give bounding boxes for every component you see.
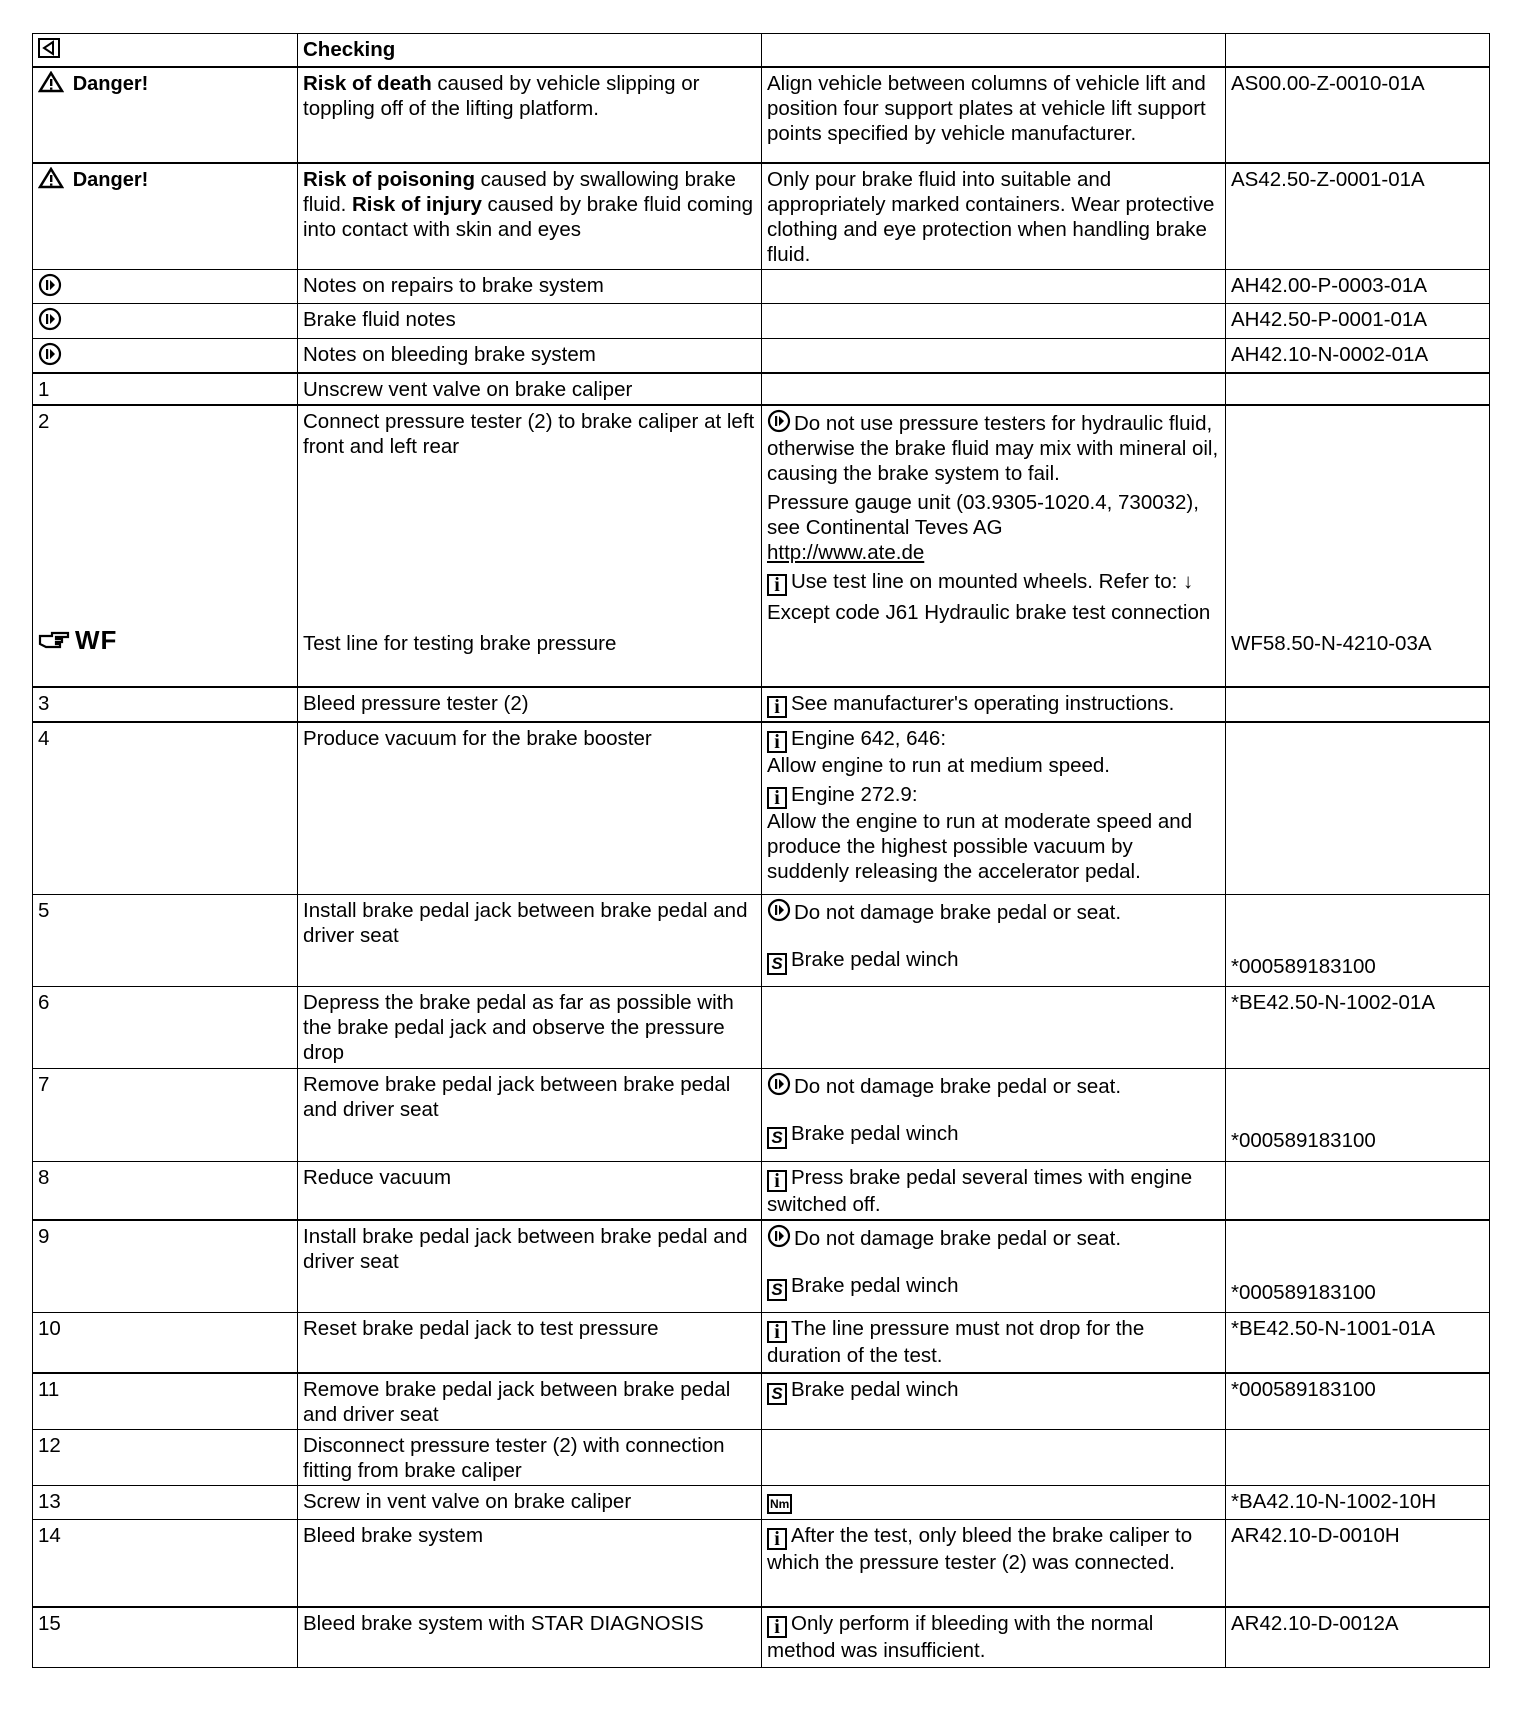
danger-label: Danger! — [72, 168, 149, 191]
step-row: 15 Bleed brake system with STAR DIAGNOSIS i Only perform if bleeding with the normal method was insufficient. AR42.10-D-0012A — [33, 1607, 1490, 1667]
back-arrow-icon[interactable] — [38, 38, 60, 58]
header-row — [33, 34, 1490, 67]
special-tool-icon: S — [767, 1127, 787, 1149]
note-row: Notes on repairs to brake system AH42.00-P-0003-01A — [33, 269, 1490, 303]
special-tool-icon: S — [767, 1383, 787, 1405]
wf-note: Except code J61 Hydraulic brake test connection — [767, 601, 1211, 624]
danger-row: Danger! Risk of death caused by vehicle slipping or toppling off of the lifting platform. Align vehicle between columns of vehicle lift and position four support plates at vehicle lift support points specified by vehicle manufacturer. AS00.00-Z-0010-01A — [33, 67, 1490, 163]
info-icon: i — [767, 1528, 787, 1550]
step-row: 7 Remove brake pedal jack between brake pedal and driver seat Do not damage brake pedal or seat. S Brake pedal winch *000589183100 — [33, 1068, 1490, 1161]
step-row: 12 Disconnect pressure tester (2) with connection fitting from brake caliper — [33, 1429, 1490, 1485]
step-row: 10 Reset brake pedal jack to test pressure i The line pressure must not drop for the duration of the test. *BE42.50-N-1001-01A — [33, 1313, 1490, 1373]
wf-ref[interactable]: WF58.50-N-4210-03A — [1231, 632, 1432, 655]
torque-nm-icon[interactable]: Nm — [767, 1494, 792, 1514]
warning-triangle-icon — [38, 71, 64, 93]
tool-name[interactable]: Brake pedal winch — [791, 1273, 959, 1297]
note-circle-icon — [767, 409, 791, 433]
info-icon: i — [767, 787, 787, 809]
wf-label: WF — [75, 625, 118, 655]
tool-name[interactable]: Brake pedal winch — [791, 1121, 959, 1145]
special-tool-icon: S — [767, 1279, 787, 1301]
note-circle-icon — [767, 1224, 791, 1248]
info-icon: i — [767, 1321, 787, 1343]
step-row: 9 Install brake pedal jack between brake pedal and driver seat Do not damage brake pedal or seat. S Brake pedal winch *000589183100 — [33, 1220, 1490, 1313]
note-circle-icon — [38, 307, 62, 331]
special-tool-icon: S — [767, 953, 787, 975]
note-circle-icon — [38, 342, 62, 366]
danger-measure: Only pour brake fluid into suitable and appropriately marked containers. Wear protective clothing and eye protection when handling brake fluid. — [762, 163, 1226, 270]
step-row: 5 Install brake pedal jack between brake pedal and driver seat Do not damage brake pedal or seat. S Brake pedal winch *000589183100 — [33, 894, 1490, 986]
wf-text: Test line for testing brake pressure — [303, 632, 617, 655]
note-circle-icon — [767, 1072, 791, 1096]
danger-row: Danger! Risk of poisoning caused by swallowing brake fluid. Risk of injury caused by brake fluid coming into contact with skin and eyes Only pour brake fluid into suitable and appropriately marked containers. Wear protective clothing and eye protection when handling brake fluid. AS42.50-Z-0001-01A — [33, 163, 1490, 270]
note-circle-icon — [767, 898, 791, 922]
ate-link[interactable]: http://www.ate.de — [767, 541, 925, 564]
header-title: Checking — [298, 34, 762, 67]
step-row: 2 WF Connect pressure tester (2) to brake caliper at left front and left rear Test line for testing brake pressure Do not use pressure testers for hydraulic fluid, otherwise the brake fluid may mix with mineral oil, causing the brake system to fail. Pressure gauge unit (03.9305-1020.4, 730032), see Continental Teves AG http://www.ate.de i Use test line on mounted wheels. Refer to: ↓ Except code J61 Hydraulic brake test connection WF58.50-N-4210-03A — [33, 405, 1490, 687]
step-row: 1 Unscrew vent valve on brake caliper — [33, 373, 1490, 405]
danger-measure: Align vehicle between columns of vehicle lift and position four support plates at vehicle lift support points specified by vehicle manufacturer. — [762, 67, 1226, 163]
info-icon: i — [767, 1616, 787, 1638]
procedure-document — [32, 33, 1489, 1668]
procedure-table — [32, 33, 1490, 1668]
danger-ref[interactable]: AS42.50-Z-0001-01A — [1226, 163, 1490, 270]
info-icon: i — [767, 696, 787, 718]
danger-label: Danger! — [72, 72, 149, 95]
note-circle-icon — [38, 273, 62, 297]
danger-ref[interactable]: AS00.00-Z-0010-01A — [1226, 67, 1490, 163]
info-icon: i — [767, 1170, 787, 1192]
tool-name[interactable]: Brake pedal winch — [791, 947, 959, 971]
warning-triangle-icon — [38, 167, 64, 189]
refer-arrow-icon[interactable]: ↓ — [1183, 570, 1194, 593]
step-row: 3 Bleed pressure tester (2) i See manufacturer's operating instructions. — [33, 687, 1490, 722]
note-row: Brake fluid notes AH42.50-P-0001-01A — [33, 303, 1490, 338]
step-row: 6 Depress the brake pedal as far as possible with the brake pedal jack and observe the pressure drop *BE42.50-N-1002-01A — [33, 986, 1490, 1068]
step-row: 11 Remove brake pedal jack between brake pedal and driver seat S Brake pedal winch *000589183100 — [33, 1373, 1490, 1430]
step-row: 8 Reduce vacuum i Press brake pedal several times with engine switched off. — [33, 1161, 1490, 1220]
tool-name[interactable]: Brake pedal winch — [791, 1377, 959, 1401]
step-row: 13 Screw in vent valve on brake caliper Nm *BA42.10-N-1002-10H — [33, 1485, 1490, 1519]
info-icon: i — [767, 731, 787, 753]
header-icon-cell — [33, 34, 298, 67]
pointing-hand-icon — [38, 628, 72, 652]
info-icon: i — [767, 574, 787, 596]
note-row: Notes on bleeding brake system AH42.10-N-0002-01A — [33, 338, 1490, 373]
step-row: 4 Produce vacuum for the brake booster i Engine 642, 646: Allow engine to run at medium speed. i Engine 272.9: Allow the engine to run at moderate speed and produce the highest possible vacuum by suddenly releasing the accelerator pedal. — [33, 722, 1490, 894]
danger-risk: Risk of death — [303, 71, 432, 95]
step-row: 14 Bleed brake system i After the test, only bleed the brake caliper to which the pressure tester (2) was connected. AR42.10-D-0010H — [33, 1519, 1490, 1607]
